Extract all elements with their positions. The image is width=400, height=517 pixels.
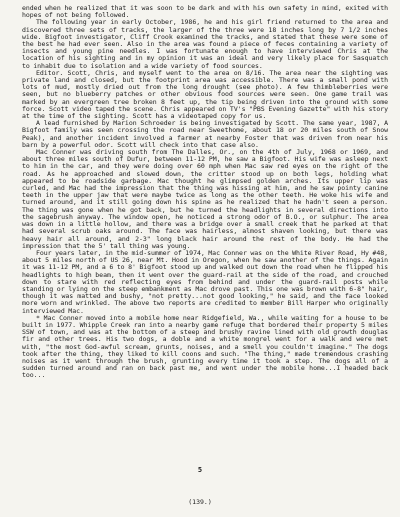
paragraph-conner-ridgefield: * Mac Conner moved into a mobile home near Ridgefield, Wa., while waiting for a house to be built in 1977. Whipple Creek ran into a nearby game refuge that bordered their property 5 miles SSW of town, and was at the bottom of a steep and brushy ravine lined with old growth douglas fir and other trees. His two dogs, a doble and a white mongrel went for a walk and were met with, "the most God-awful scream, grunts, noises, and a smell you couldn't imagine." The dogs took after the thing, they liked to kill coons and such. "The thing," made tremendous crashing noises as it went through the brush, grunting every time it took a step. The dogs all of a sudden turned around and ran on back past me, and went under the mobile home...I headed back too...	[22, 313, 388, 380]
paragraph-continuation: ended when he realized that it was soon to be dark and with his own safety in mind, exited with hopes of not being followed.	[22, 4, 388, 20]
paragraph-tracks-1986: The following year in early October, 1986, he and his girl friend returned to the area and discovered three sets of tracks, the larger of the three were 18 inches long by 7 1/2 inches wide. Bigfoot investigator, Cliff Crook examined the tracks, and stated that these were some of the best he had ever seen. Also in the area was found a piece of feces containing a variety of insects and young pine needles. I was fortunate enough to have interviewed Chris at the location of his sighting and in my opinion it was an ideal and very likely place for Sasquatch to inhabit due to isolation and a wide variety of food sources.	[22, 18, 388, 70]
page-number: 5	[197, 466, 203, 474]
paragraph-schroeder-lead: A lead furnished by Marion Schroeder is being investigated by Scott. The same year, 1987, A Bigfoot family was seen crossing the road near Sweethome, about 18 or 20 miles south of Snow Peak), and another incident involved a farmer at nearby Foster that was driven from near his barn by a powerful odor. Scott will check into that case also.	[22, 119, 388, 149]
paragraph-editor-note: Editor. Scott, Chris, and myself went to the area on 8/16. The area near the sighting was private land and closed, but the footprint area was accessible. There was a small pond with lots of mud, mostly dried out from the long drought (see photo). A few thimbleberries were seen, but no blueberry patches or other obvious food sources were seen. One game trail was marked by an evergreen tree broken 8 feet up, the tip being driven into the ground with some force. Scott video taped the scene. Chris appeared on TV's "PBS Evening Gazette" with his story at the time of the sighting. Scott has a videotaped copy for us.	[22, 68, 388, 121]
paragraph-conner-white-river: Four years later, in the mid-summer of 1974, Mac Conner was on the White River Road, Hy #48, about 5 miles north of US 26, near Mt. Hood in Oregon, when he saw another of the things. Again it was 11-12 PM, and a 6 to 8' Bigfoot stood up and walked out down the road when he flipped his headlights to high beam, then it went over the guard-rail at the side of the road, and crouched down to stare with red reflecting eyes from behind and under the guard-rail posts while standing or lying on the steep embankment as Mac drove past. This one was brown with 6-8" hair, though it was matted and bushy, "not pretty...not good looking," he said, and the face looked more worn and wrinkled. The above two reports are credited to member Bill Harper who originally interviewed Mac.	[22, 248, 388, 315]
paragraph-conner-dufur: Mac Conner was driving south from The Dalles, Or., on the 4th of July, 1968 or 1969, and about three miles south of Dufur, between 11-12 PM, he saw a Bigfoot. His wife was asleep next to him in the car, and they were doing over 60 mph when Mac saw red eyes on the right of the road. As he approached and slowed down, the critter stood up on both legs, holding what appeared to be roadside garbage. Mac thought he glimpsed golden arches. Its upper lip was curled, and Mac had the impression that the thing was hissing at him, and he saw pointy canine teeth in the upper jaw that were maybe twice as long as the other teeth. He woke his wife and turned around, and it still going down his spine as he realized that he hadn't seen a person. The thing was gone when he got back, but he turned the headlights in several directions into the sagebrush anyway. The window open, he noticed a strong odor of B.O., or sulphur. The area was down in a little hollow, and there was a bridge over a small creek that he parked at that had several scrub oaks around. The face was hairless, almost shaven looking, but there was heavy hair all around, and 2-3" long black hair around the rest of the body. He had the impression that the 5' tall thing was young.	[22, 148, 388, 250]
catalog-number: (139.)	[188, 498, 212, 506]
